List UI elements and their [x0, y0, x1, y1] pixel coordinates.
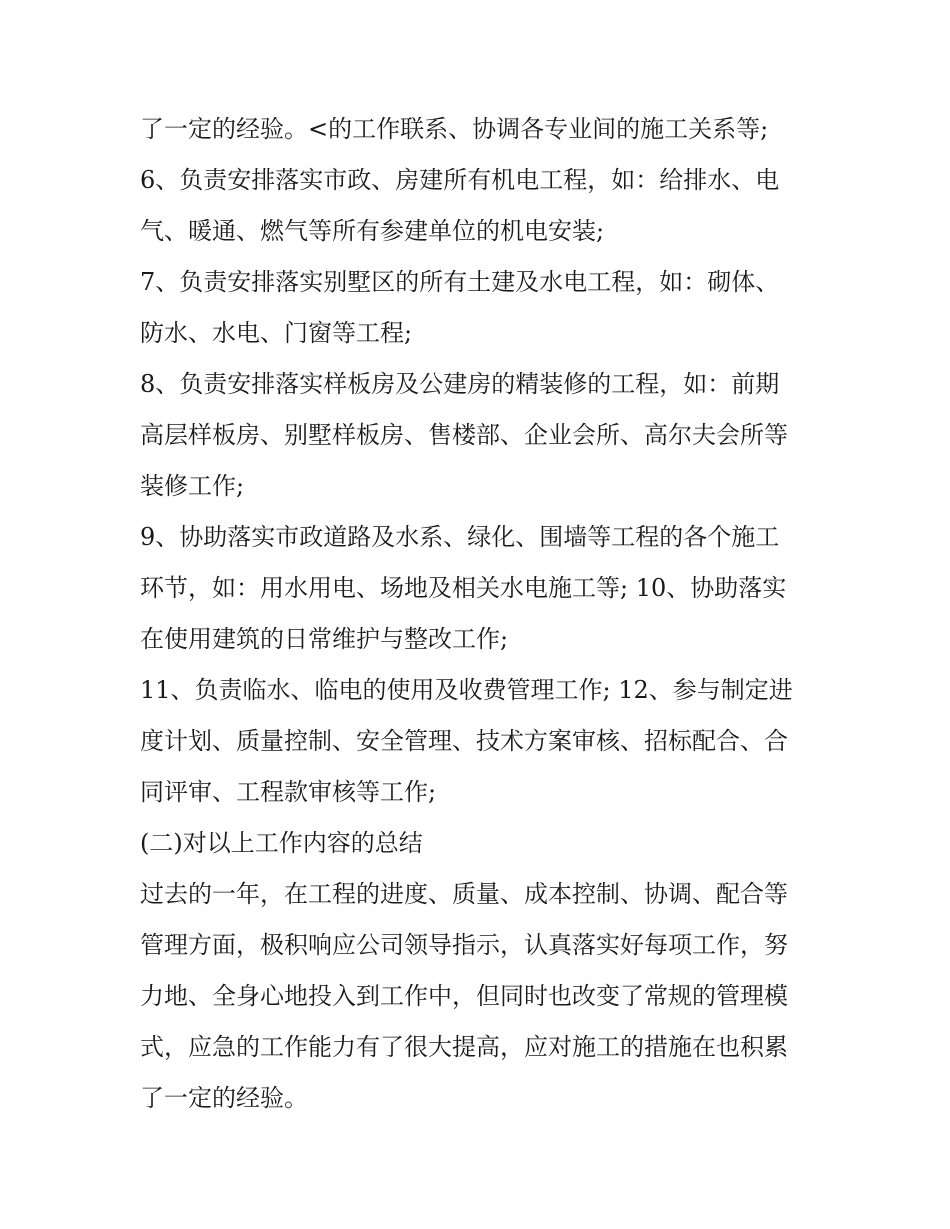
text-line: 装修工作;	[140, 472, 245, 500]
text-line: 气、暖通、燃气等所有参建单位的机电安装;	[140, 217, 605, 245]
text-line: 高层样板房、别墅样板房、售楼部、企业会所、高尔夫会所等	[140, 421, 788, 449]
text-line: 力地、全身心地投入到工作中，但同时也改变了常规的管理模	[140, 982, 788, 1010]
text-line: 式，应急的工作能力有了很大提高，应对施工的措施在也积累	[140, 1033, 788, 1061]
text-line: 在使用建筑的日常维护与整改工作;	[140, 625, 509, 653]
body-text	[140, 104, 820, 1124]
text-line: 11、负责临水、临电的使用及收费管理工作; 12、参与制定进	[140, 676, 793, 704]
text-line: 7、负责安排落实别墅区的所有土建及水电工程，如：砌体、	[140, 268, 780, 296]
text-line: 度计划、质量控制、安全管理、技术方案审核、招标配合、合	[140, 727, 788, 755]
text-line: 8、负责安排落实样板房及公建房的精装修的工程，如：前期	[140, 370, 780, 398]
text-line: 过去的一年，在工程的进度、质量、成本控制、协调、配合等	[140, 880, 788, 908]
section-heading: (二)对以上工作内容的总结	[140, 829, 423, 857]
text-line: 9、协助落实市政道路及水系、绿化、围墙等工程的各个施工	[140, 523, 780, 551]
text-line: 6、负责安排落实市政、房建所有机电工程，如：给排水、电	[140, 166, 780, 194]
text-line: 环节，如：用水用电、场地及相关水电施工等; 10、协助落实	[140, 574, 787, 602]
text-line: 管理方面，极积响应公司领导指示，认真落实好每项工作，努	[140, 931, 788, 959]
text-line: 防水、水电、门窗等工程;	[140, 319, 413, 347]
text-line: 同评审、工程款审核等工作;	[140, 778, 437, 806]
text-line: 了一定的经验。<的工作联系、协调各专业间的施工关系等;	[140, 115, 769, 143]
text-line: 了一定的经验。	[140, 1084, 308, 1112]
